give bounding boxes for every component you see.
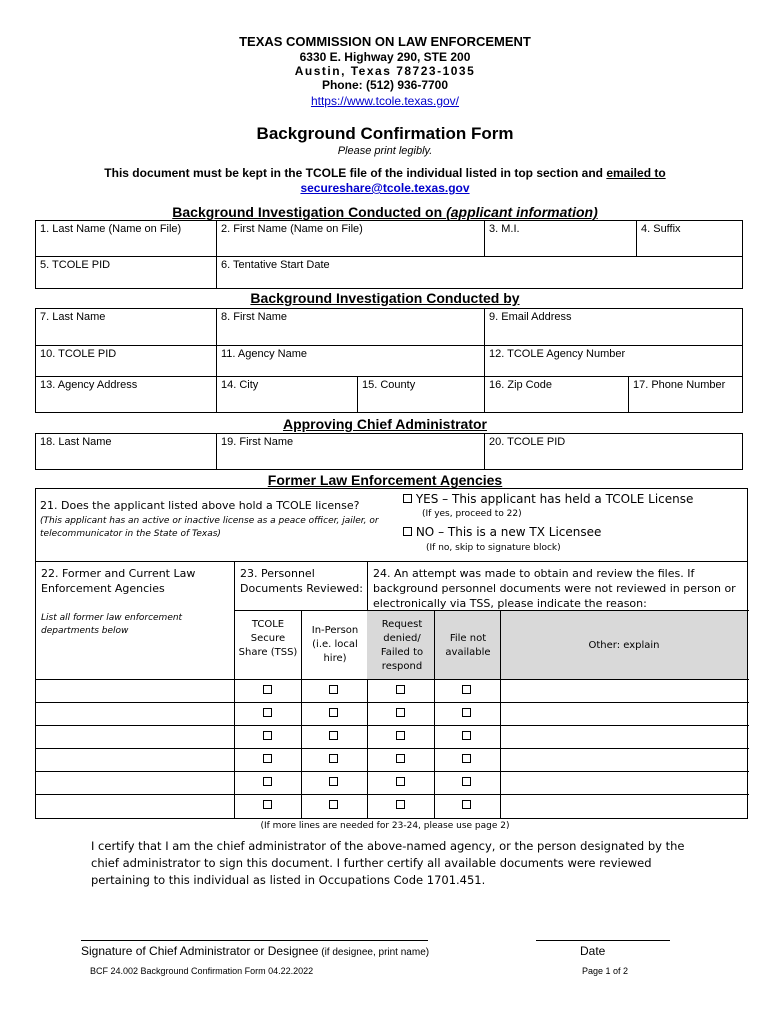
field-inv-email[interactable]: 9. Email Address <box>485 309 743 346</box>
form-title: Background Confirmation Form <box>256 124 514 143</box>
field-agency-address[interactable]: 13. Agency Address <box>36 377 217 413</box>
phone: Phone: (512) 936-7700 <box>321 78 449 92</box>
in-person-checkbox[interactable] <box>329 685 338 694</box>
table-row <box>36 795 749 818</box>
field-first-name[interactable]: 2. First Name (Name on File) <box>217 221 485 257</box>
col-request-denied: Request denied/ Failed to respond <box>380 619 424 672</box>
field-inv-tcole-pid[interactable]: 10. TCOLE PID <box>36 346 217 377</box>
field-inv-last-name[interactable]: 7. Last Name <box>36 309 217 346</box>
field-phone[interactable]: 17. Phone Number <box>629 377 743 413</box>
table-row <box>36 680 749 703</box>
other-explain-cell[interactable] <box>501 680 747 703</box>
yes-note: (If yes, proceed to 22) <box>422 509 522 519</box>
q22-heading: 22. Former and Current Law Enforcement Agencies <box>41 567 196 595</box>
form-id: BCF 24.002 Background Confirmation Form 04.22.2022 <box>90 966 314 976</box>
q24-heading: 24. An attempt was made to obtain and review the files. If background personnel documents were not reviewed in person or electronically via TSS, please indicate the reason: <box>373 567 736 610</box>
field-start-date[interactable]: 6. Tentative Start Date <box>217 257 743 289</box>
page-number: Page 1 of 2 <box>582 966 629 976</box>
signature-line[interactable] <box>81 940 428 941</box>
tss-checkbox[interactable] <box>263 708 272 717</box>
section4-heading: Former Law Enforcement Agencies <box>267 472 503 488</box>
in-person-checkbox[interactable] <box>329 777 338 786</box>
table-row <box>36 703 749 726</box>
file-not-available-checkbox[interactable] <box>462 708 471 717</box>
q22-note: List all former law enforcement departments below <box>41 613 183 636</box>
col-other: Other: explain <box>588 640 660 651</box>
form-subtitle: Please print legibly. <box>337 145 433 157</box>
in-person-checkbox[interactable] <box>329 708 338 717</box>
in-person-checkbox[interactable] <box>329 800 338 809</box>
request-denied-checkbox[interactable] <box>396 777 405 786</box>
request-denied-checkbox[interactable] <box>396 800 405 809</box>
field-suffix[interactable]: 4. Suffix <box>637 221 743 257</box>
field-tcole-pid[interactable]: 5. TCOLE PID <box>36 257 217 289</box>
address-line-2: Austin, Texas 78723-1035 <box>294 64 476 78</box>
field-agency-number[interactable]: 12. TCOLE Agency Number <box>485 346 743 377</box>
table-row <box>36 772 749 795</box>
field-chief-first-name[interactable]: 19. First Name <box>217 434 485 470</box>
section2-heading: Background Investigation Conducted by <box>250 290 520 306</box>
field-chief-tcole-pid[interactable]: 20. TCOLE PID <box>485 434 743 470</box>
yes-option[interactable]: YES – This applicant has held a TCOLE License <box>403 492 693 506</box>
no-option[interactable]: NO – This is a new TX Licensee <box>403 525 601 539</box>
col-in-person: In-Person (i.e. local hire) <box>311 625 359 664</box>
request-denied-checkbox[interactable] <box>396 708 405 717</box>
other-explain-cell[interactable] <box>501 749 747 772</box>
agency-name-cell[interactable] <box>36 726 234 749</box>
tss-checkbox[interactable] <box>263 777 272 786</box>
field-county[interactable]: 15. County <box>358 377 485 413</box>
agency-name-cell[interactable] <box>36 680 234 703</box>
q21-question: 21. Does the applicant listed above hold a TCOLE license? <box>40 499 360 512</box>
tss-checkbox[interactable] <box>263 754 272 763</box>
field-agency-name[interactable]: 11. Agency Name <box>217 346 485 377</box>
notice-emphasis: emailed to <box>606 166 666 180</box>
col-file-not-available: File not available <box>445 633 491 658</box>
other-explain-cell[interactable] <box>501 772 747 795</box>
agency-name-cell[interactable] <box>36 703 234 726</box>
more-lines-note: (If more lines are needed for 23-24, please use page 2) <box>260 821 510 831</box>
section1-heading: Background Investigation Conducted on (applicant information) <box>172 204 598 220</box>
agencies-table <box>35 562 748 819</box>
field-zip[interactable]: 16. Zip Code <box>485 377 629 413</box>
q21-box <box>35 488 748 562</box>
notice-email-link[interactable]: secureshare@tcole.texas.gov <box>300 181 470 195</box>
file-not-available-checkbox[interactable] <box>462 754 471 763</box>
request-denied-checkbox[interactable] <box>396 754 405 763</box>
other-explain-cell[interactable] <box>501 703 747 726</box>
no-note: (If no, skip to signature block) <box>426 543 561 553</box>
request-denied-checkbox[interactable] <box>396 685 405 694</box>
agency-name-cell[interactable] <box>36 772 234 795</box>
investigator-table <box>35 308 743 413</box>
chief-table <box>35 433 743 470</box>
field-mi[interactable]: 3. M.I. <box>485 221 637 257</box>
org-name: TEXAS COMMISSION ON LAW ENFORCEMENT <box>239 34 531 49</box>
notice-text: This document must be kept in the TCOLE file of the individual listed in top section and <box>104 166 607 180</box>
table-row <box>36 749 749 772</box>
no-checkbox[interactable] <box>403 527 412 536</box>
tss-checkbox[interactable] <box>263 685 272 694</box>
certification-text: I certify that I am the chief administrator of the above-named agency, or the person designated by the chief administrator to sign this document. I further certify all available documents were reviewed pertaining to this individual as listed in Occupations Code 1701.451. <box>91 839 685 887</box>
tss-checkbox[interactable] <box>263 800 272 809</box>
table-row <box>36 726 749 749</box>
in-person-checkbox[interactable] <box>329 754 338 763</box>
agency-name-cell[interactable] <box>36 749 234 772</box>
other-explain-cell[interactable] <box>501 795 747 818</box>
in-person-checkbox[interactable] <box>329 731 338 740</box>
col-tss: TCOLE Secure Share (TSS) <box>238 619 298 658</box>
section3-heading: Approving Chief Administrator <box>282 416 488 432</box>
request-denied-checkbox[interactable] <box>396 731 405 740</box>
field-city[interactable]: 14. City <box>217 377 358 413</box>
signature-label: Signature of Chief Administrator or Designee (if designee, print name) <box>81 944 430 958</box>
address-line-1: 6330 E. Highway 290, STE 200 <box>299 50 471 64</box>
q21-note: (This applicant has an active or inactive license as a peace officer, jailer, or telecommunicator in the State of Texas) <box>40 516 379 539</box>
file-not-available-checkbox[interactable] <box>462 685 471 694</box>
tss-checkbox[interactable] <box>263 731 272 740</box>
q23-heading: 23. Personnel Documents Reviewed: <box>240 567 363 595</box>
applicant-table <box>35 220 743 289</box>
yes-checkbox[interactable] <box>403 494 412 503</box>
date-line[interactable] <box>536 940 670 941</box>
field-last-name[interactable]: 1. Last Name (Name on File) <box>36 221 217 257</box>
file-not-available-checkbox[interactable] <box>462 731 471 740</box>
agency-name-cell[interactable] <box>36 795 234 818</box>
field-inv-first-name[interactable]: 8. First Name <box>217 309 485 346</box>
file-not-available-checkbox[interactable] <box>462 800 471 809</box>
other-explain-cell[interactable] <box>501 726 747 749</box>
date-label: Date <box>580 944 606 958</box>
field-chief-last-name[interactable]: 18. Last Name <box>36 434 217 470</box>
file-not-available-checkbox[interactable] <box>462 777 471 786</box>
notice <box>0 166 770 196</box>
website-link[interactable]: https://www.tcole.texas.gov/ <box>310 94 460 108</box>
